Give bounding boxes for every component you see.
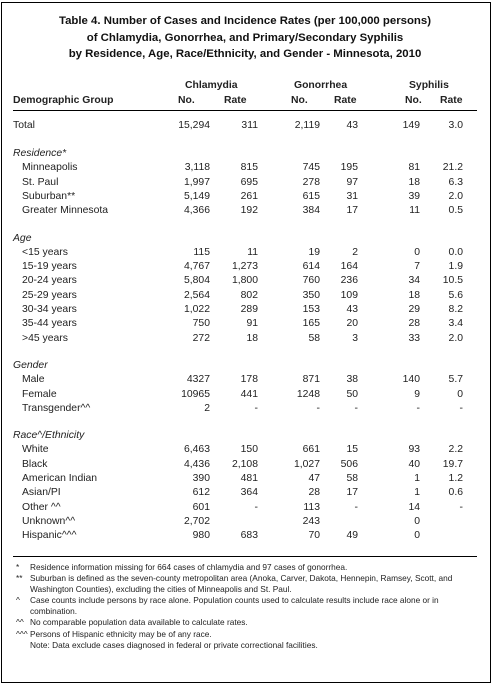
header-syphilis-rate: Rate	[440, 95, 463, 106]
cell-chlamydia-rate: 695	[240, 176, 258, 188]
cell-syphilis-rate: 1.9	[448, 261, 463, 273]
cell-syphilis-rate: -	[459, 402, 463, 414]
section-title: Gender	[13, 359, 48, 371]
cell-gonorrhea-rate: 195	[340, 162, 358, 174]
cell-gonorrhea-rate: 3	[352, 332, 358, 344]
cell-gonorrhea-no: 615	[302, 190, 320, 202]
header-syphilis: Syphilis	[409, 80, 449, 91]
cell-chlamydia-rate: 1,273	[231, 261, 258, 273]
cell-syphilis-no: 40	[408, 458, 420, 470]
footnote-text: No comparable population data available to calculate rates.	[30, 617, 248, 628]
cell-syphilis-no: 7	[414, 261, 420, 273]
cell-gonorrhea-rate: -	[354, 501, 358, 513]
cell-chlamydia-rate: 364	[240, 487, 258, 499]
cell-syphilis-rate: 2.0	[448, 332, 463, 344]
cell-gonorrhea-rate: 43	[346, 120, 358, 131]
footnote-text: Residence information missing for 664 cases of chlamydia and 97 cases of gonorrhea.	[30, 562, 348, 572]
cell-chlamydia-rate: 192	[240, 205, 258, 217]
cell-chlamydia-rate: 815	[240, 162, 258, 174]
row-label: 30-34 years	[22, 304, 77, 315]
cell-chlamydia-rate: 261	[240, 190, 258, 202]
cell-chlamydia-no: 115	[193, 246, 210, 258]
cell-gonorrhea-no: 1,027	[293, 458, 320, 470]
header-demographic-group: Demographic Group	[13, 95, 114, 106]
cell-chlamydia-rate: 683	[240, 530, 258, 542]
row-label: 15-19 years	[22, 261, 77, 273]
cell-gonorrhea-rate: 31	[346, 190, 358, 202]
header-gonorrhea-no: No.	[291, 95, 308, 106]
title-line-2: of Chlamydia, Gonorrhea, and Primary/Secondary Syphilis	[86, 31, 404, 44]
cell-gonorrhea-rate: 17	[346, 487, 358, 499]
cell-gonorrhea-rate: 43	[346, 304, 358, 315]
cell-syphilis-no: 18	[408, 176, 420, 188]
cell-syphilis-no: 93	[408, 444, 420, 456]
cell-gonorrhea-no: 2,119	[294, 120, 320, 131]
cell-gonorrhea-rate: 17	[346, 205, 358, 217]
cell-syphilis-rate: 5.7	[448, 374, 463, 386]
cell-gonorrhea-no: 58	[308, 332, 320, 344]
row-label: Greater Minnesota	[22, 205, 109, 217]
footnote	[16, 573, 481, 595]
cell-chlamydia-no: 1,997	[183, 176, 210, 188]
cell-gonorrhea-no: 871	[302, 374, 320, 386]
cell-syphilis-rate: 3.0	[448, 120, 463, 131]
cell-gonorrhea-no: -	[316, 402, 320, 414]
cell-gonorrhea-no: 1248	[296, 388, 320, 400]
cell-gonorrhea-rate: 20	[346, 318, 358, 330]
cell-syphilis-rate: 8.2	[448, 304, 463, 315]
footnote	[16, 617, 481, 628]
cell-syphilis-no: 0	[414, 246, 420, 258]
cell-syphilis-no: 28	[408, 318, 420, 330]
row-label: Hispanic^^^	[22, 530, 77, 542]
cell-gonorrhea-rate: 109	[340, 289, 358, 301]
cell-syphilis-no: 34	[408, 275, 420, 287]
footnote	[16, 595, 481, 617]
cell-syphilis-no: -	[416, 402, 420, 414]
cell-chlamydia-rate: 1,800	[231, 275, 258, 287]
cell-chlamydia-rate	[198, 516, 258, 528]
cell-gonorrhea-rate: 38	[346, 374, 358, 386]
cell-syphilis-rate: 3.4	[448, 318, 463, 330]
cell-chlamydia-no: 4,436	[183, 458, 210, 470]
footnote-marker	[16, 640, 30, 651]
cell-syphilis-rate	[403, 530, 463, 542]
cell-gonorrhea-no: 614	[302, 261, 320, 273]
footnote	[16, 562, 481, 573]
footnote-text: Persons of Hispanic ethnicity may be of any race.	[30, 628, 212, 639]
cell-chlamydia-rate: 178	[240, 374, 258, 386]
footnote-text: Case counts include persons by race alone. Population counts used to calculate results include race alone or in combination.	[30, 595, 439, 617]
cell-chlamydia-no: 5,804	[183, 275, 210, 287]
cell-gonorrhea-rate: 97	[346, 176, 358, 188]
cell-syphilis-rate: 0	[457, 388, 463, 400]
title-line-1: Table 4. Number of Cases and Incidence Rates (per 100,000 persons)	[58, 15, 432, 27]
footnote	[16, 640, 481, 651]
footnote-marker: **	[16, 573, 23, 584]
cell-gonorrhea-no: 661	[302, 444, 320, 456]
cell-syphilis-no: 0	[414, 530, 420, 542]
row-label: American Indian	[22, 473, 98, 484]
cell-chlamydia-no: 4327	[186, 374, 210, 386]
cell-gonorrhea-rate: 164	[340, 261, 358, 273]
cell-syphilis-rate: 10.5	[442, 275, 463, 287]
cell-syphilis-rate: 2.2	[448, 444, 463, 456]
cell-gonorrhea-no: 70	[308, 530, 320, 542]
cell-syphilis-rate: 0.5	[448, 205, 463, 217]
footnote-text: Suburban is defined as the seven-county metropolitan area (Anoka, Carver, Dakota, Hennepin, Ramsey, Scott, and Washington Counties), excluding the cities of Minneapolis and St. Paul.	[30, 573, 453, 595]
cell-gonorrhea-rate: 50	[346, 388, 358, 400]
cell-syphilis-no: 18	[408, 289, 420, 301]
footnote-marker: ^	[16, 595, 20, 606]
cell-syphilis-no: 39	[408, 190, 420, 202]
cell-chlamydia-rate: -	[254, 402, 258, 414]
row-label: >45 years	[22, 332, 68, 344]
cell-chlamydia-rate: -	[254, 501, 258, 513]
cell-gonorrhea-no: 47	[308, 473, 320, 484]
cell-gonorrhea-rate: -	[354, 402, 358, 414]
cell-chlamydia-no: 750	[192, 318, 210, 330]
cell-syphilis-no: 29	[408, 304, 420, 315]
cell-gonorrhea-no: 243	[302, 515, 320, 527]
cell-gonorrhea-no: 113	[303, 501, 320, 513]
row-label: Other ^^	[22, 501, 61, 513]
section-title: Age	[13, 232, 32, 244]
cell-chlamydia-rate: 481	[240, 473, 258, 484]
cell-syphilis-no: 81	[408, 162, 420, 174]
row-label: White	[22, 444, 49, 456]
cell-chlamydia-rate: 311	[241, 120, 258, 131]
cell-chlamydia-no: 612	[192, 487, 210, 499]
cell-syphilis-rate	[403, 516, 463, 528]
cell-chlamydia-no: 390	[192, 473, 210, 484]
cell-syphilis-rate: 5.6	[448, 289, 463, 301]
cell-gonorrhea-no: 28	[308, 487, 320, 499]
footnote-marker: *	[16, 562, 20, 572]
row-label-total: Total	[13, 120, 35, 131]
row-label: 35-44 years	[22, 318, 77, 330]
cell-chlamydia-rate: 802	[240, 289, 258, 301]
row-label: Suburban**	[22, 190, 76, 202]
cell-chlamydia-no: 1,022	[183, 304, 210, 315]
cell-chlamydia-no: 2,702	[183, 515, 210, 527]
footnotes	[16, 562, 481, 651]
cell-gonorrhea-no: 165	[302, 318, 320, 330]
cell-gonorrhea-rate: 58	[346, 473, 358, 484]
cell-syphilis-rate: 6.3	[448, 176, 463, 188]
cell-chlamydia-no: 10965	[181, 388, 210, 400]
cell-chlamydia-no: 2	[204, 402, 210, 414]
header-syphilis-no: No.	[405, 95, 422, 106]
cell-chlamydia-rate: 441	[240, 388, 258, 400]
row-label: Transgender^^	[22, 402, 91, 414]
header-chlamydia-no: No.	[178, 95, 195, 106]
cell-syphilis-no: 149	[402, 120, 420, 131]
header-gonorrhea: Gonorrhea	[294, 80, 348, 91]
section-title: Residence*	[13, 148, 67, 159]
row-label: <15 years	[22, 246, 68, 258]
cell-syphilis-rate: 1.2	[448, 473, 463, 484]
header-rule	[13, 110, 477, 111]
cell-gonorrhea-no: 760	[302, 275, 320, 287]
footnote-marker: ^^	[16, 617, 24, 628]
cell-gonorrhea-no: 745	[302, 162, 320, 174]
cell-chlamydia-rate: 289	[240, 304, 258, 315]
row-label: Black	[22, 458, 48, 470]
cell-gonorrhea-rate	[298, 516, 358, 528]
header-gonorrhea-rate: Rate	[334, 95, 357, 106]
cell-chlamydia-no: 15,294	[178, 120, 210, 131]
cell-syphilis-no: 14	[408, 501, 420, 513]
cell-chlamydia-rate: 11	[247, 246, 258, 258]
cell-syphilis-no: 11	[409, 205, 420, 217]
cell-gonorrhea-no: 384	[302, 205, 320, 217]
cell-chlamydia-no: 2,564	[183, 289, 210, 301]
cell-syphilis-rate: 0.0	[448, 246, 463, 258]
cell-syphilis-no: 1	[414, 487, 420, 499]
cell-chlamydia-rate: 150	[240, 444, 258, 456]
cell-syphilis-no: 9	[414, 388, 420, 400]
cell-syphilis-no: 0	[414, 515, 420, 527]
cell-syphilis-rate: -	[459, 501, 463, 513]
row-label: Male	[22, 374, 45, 386]
cell-chlamydia-no: 272	[192, 332, 210, 344]
cell-gonorrhea-no: 350	[302, 289, 320, 301]
cell-chlamydia-rate: 91	[246, 318, 258, 330]
cell-gonorrhea-rate: 15	[346, 444, 358, 456]
row-label: Unknown^^	[22, 515, 76, 527]
cell-gonorrhea-rate: 506	[340, 458, 358, 470]
cell-gonorrhea-no: 278	[302, 176, 320, 188]
row-label: St. Paul	[22, 176, 59, 188]
header-chlamydia-rate: Rate	[224, 95, 247, 106]
row-label: Asian/PI	[22, 487, 61, 499]
cell-gonorrhea-no: 153	[302, 304, 320, 315]
cell-chlamydia-no: 4,366	[183, 205, 210, 217]
footnote-text: Note: Data exclude cases diagnosed in federal or private correctional facilities.	[30, 639, 318, 650]
cell-gonorrhea-rate: 49	[346, 530, 358, 542]
cell-chlamydia-no: 4,767	[183, 261, 210, 273]
cell-chlamydia-no: 3,118	[184, 162, 210, 174]
title-line-3: by Residence, Age, Race/Ethnicity, and Gender - Minnesota, 2010	[68, 48, 422, 60]
cell-chlamydia-no: 5,149	[183, 190, 210, 202]
cell-gonorrhea-rate: 2	[352, 246, 358, 258]
cell-gonorrhea-rate: 236	[340, 275, 358, 287]
cell-syphilis-rate: 2.0	[448, 190, 463, 202]
cell-syphilis-no: 33	[408, 332, 420, 344]
notes-rule	[13, 556, 477, 557]
cell-syphilis-no: 1	[414, 473, 420, 484]
cell-gonorrhea-no: 19	[308, 246, 320, 258]
footnote	[16, 629, 481, 640]
row-label: 20-24 years	[22, 275, 77, 287]
cell-syphilis-no: 140	[402, 374, 420, 386]
cell-syphilis-rate: 0.6	[448, 487, 463, 499]
cell-chlamydia-rate: 2,108	[231, 458, 258, 470]
row-label: Female	[22, 388, 57, 400]
header-chlamydia: Chlamydia	[185, 80, 238, 91]
table-title	[0, 13, 490, 63]
cell-chlamydia-no: 601	[192, 501, 210, 513]
footnote-marker: ^^^	[16, 628, 28, 639]
cell-syphilis-rate: 19.7	[442, 458, 463, 470]
cell-chlamydia-no: 6,463	[183, 444, 210, 456]
section-title: Race^/Ethnicity	[13, 430, 85, 442]
cell-chlamydia-no: 980	[192, 530, 210, 542]
cell-chlamydia-rate: 18	[246, 332, 258, 344]
cell-syphilis-rate: 21.2	[442, 162, 463, 174]
row-label: Minneapolis	[22, 162, 78, 174]
row-label: 25-29 years	[22, 289, 77, 301]
